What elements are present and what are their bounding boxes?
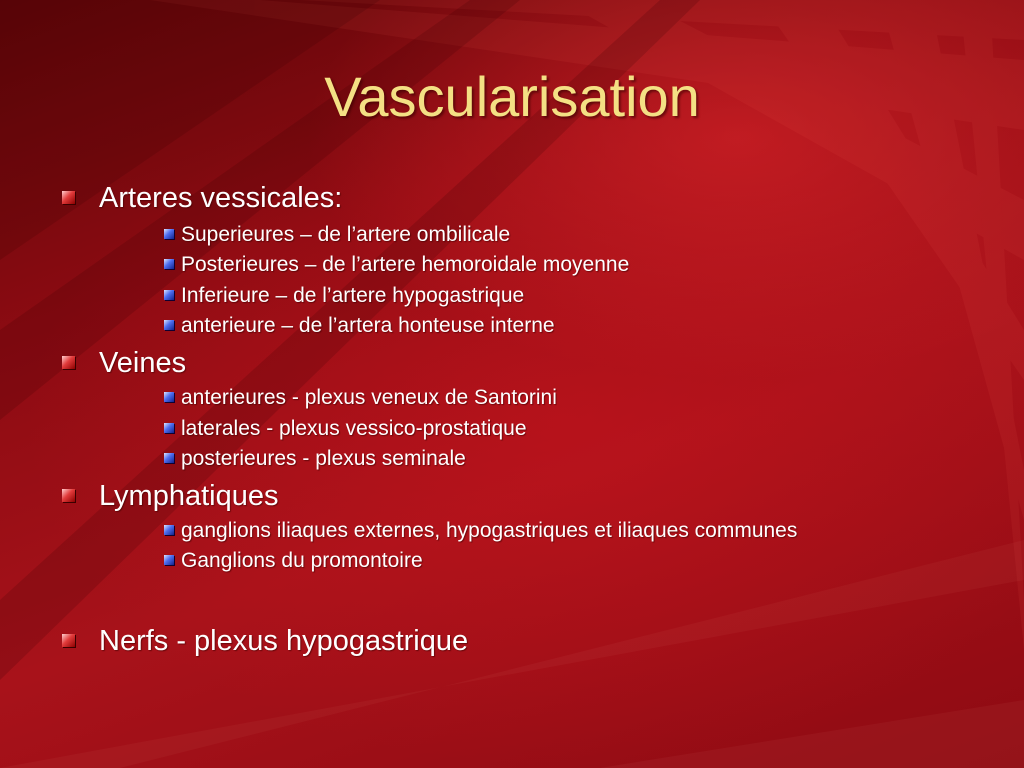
square-bullet-icon	[62, 356, 75, 369]
section-veines	[62, 346, 186, 380]
square-bullet-icon	[164, 555, 174, 565]
item-text: ganglions iliaques externes, hypogastriques et iliaques communes	[181, 519, 798, 542]
item-text: Superieures – de l’artere ombilicale	[181, 223, 511, 246]
list-item	[164, 252, 629, 278]
item-text: Inferieure – de l’artere hypogastrique	[181, 284, 525, 307]
square-bullet-icon	[62, 489, 75, 502]
item-text: laterales - plexus vessico-prostatique	[181, 417, 527, 440]
square-bullet-icon	[164, 423, 174, 433]
square-bullet-icon	[164, 453, 174, 463]
section-label: Veines	[99, 347, 187, 379]
list-item	[164, 548, 423, 574]
slide-title: Vascularisation	[324, 65, 700, 128]
square-bullet-icon	[164, 229, 174, 239]
list-item	[164, 313, 555, 339]
list-item	[164, 385, 557, 411]
square-bullet-icon	[164, 320, 174, 330]
item-text: Ganglions du promontoire	[181, 549, 423, 572]
section-label: Nerfs - plexus hypogastrique	[99, 625, 469, 657]
list-item	[164, 416, 527, 442]
list-item	[164, 446, 466, 472]
section-label: Lymphatiques	[99, 480, 279, 512]
list-item	[164, 222, 510, 248]
square-bullet-icon	[164, 290, 174, 300]
square-bullet-icon	[164, 525, 174, 535]
list-item	[164, 518, 797, 544]
list-item	[164, 283, 524, 309]
square-bullet-icon	[62, 191, 75, 204]
square-bullet-icon	[164, 392, 174, 402]
section-label: Arteres vessicales:	[99, 182, 343, 214]
item-text: Posterieures – de l’artere hemoroidale moyenne	[181, 253, 630, 276]
square-bullet-icon	[164, 259, 174, 269]
square-bullet-icon	[62, 634, 75, 647]
item-text: anterieure – de l’artera honteuse interne	[181, 314, 555, 337]
item-text: posterieures - plexus seminale	[181, 447, 466, 470]
section-lymphatiques	[62, 479, 278, 513]
section-nerfs	[62, 624, 468, 658]
section-arteres	[62, 181, 342, 215]
item-text: anterieures - plexus veneux de Santorini	[181, 386, 557, 409]
